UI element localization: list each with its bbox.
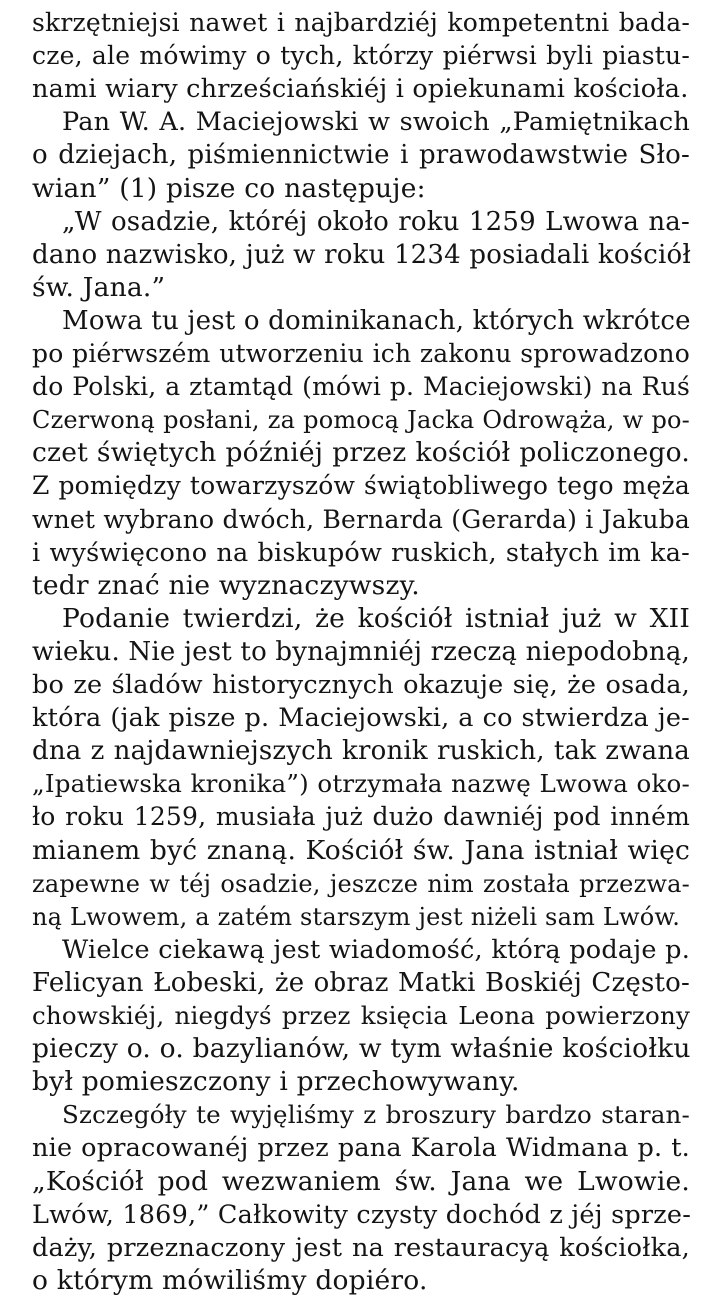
text-line: do Polski, a ztamtąd (mówi p. Maciejowski) na Ruś <box>32 372 690 402</box>
text-line: Mowa tu jest o dominikanach, których wkrótce <box>62 305 691 336</box>
text-line: wnet wybrano dwóch, Bernarda (Gerarda) i Jakuba <box>32 504 690 534</box>
text-line: po piérwszém utworzeniu ich zakonu sprowadzono <box>32 339 690 368</box>
text-line: „Ipatiewska kronika”) otrzymała nazwę Lwowa oko- <box>32 769 690 799</box>
text-line: Lwów, 1869,” Całkowity czysty dochód z jéj sprze- <box>32 1199 692 1230</box>
text-line: tedr znać nie wyznaczywszy. <box>32 569 420 601</box>
text-line: zapewne w téj osadzie, jeszcze nim została przezwa- <box>32 869 690 898</box>
text-line: Podanie twierdzi, że kościół istniał już w XII <box>62 602 690 634</box>
text-line: cze, ale mówimy o tych, którzy piérwsi byli piastu- <box>32 41 690 71</box>
text-line: bo ze śladów historycznych okazuje się, że osada, <box>32 670 690 700</box>
text-line: wian” (1) pisze co następuje: <box>32 172 426 204</box>
text-line: św. Jana.” <box>32 271 166 303</box>
text-line: „Kościół pod wezwaniem św. Jana we Lwowie. <box>32 1165 690 1197</box>
text-line: mianem być znaną. Kościół św. Jana istniał więc <box>32 834 690 866</box>
text-line: dna z najdawniejszych kronik ruskich, tak zwana <box>32 736 690 767</box>
text-line: o którym mówiliśmy dopiéro. <box>32 1264 428 1296</box>
text-line: dano nazwisko, już w roku 1234 posiadali kościół <box>32 239 691 270</box>
text-line: pieczy o. o. bazylianów, w tym właśnie kościołku <box>32 1033 691 1065</box>
text-line: Felicyan Łobeski, że obraz Matki Boskiéj Często- <box>32 967 690 998</box>
text-line: wieku. Nie jest to bynajmniéj rzeczą niepodobną, <box>32 636 690 667</box>
text-line: Pan W. A. Maciejowski w swoich „Pamiętnikach <box>62 107 690 138</box>
text-line: chowskiéj, niegdyś przez księcia Leona powierzony <box>32 1001 690 1030</box>
text-line: ło roku 1259, musiała już dużo dawniéj pod inném <box>32 802 690 832</box>
text-line: Czerwoną posłani, za pomocą Jacka Odrowąża, w po- <box>32 406 690 435</box>
text-line: daży, przeznaczony jest na restauracyą kościołka, <box>32 1232 690 1263</box>
text-line: czet świętych późniéj przez kościół policzonego. <box>32 437 690 469</box>
text-line: był pomieszczony i przechowywany. <box>32 1066 520 1098</box>
text-line: Z pomiędzy towarzyszów świątobliwego tego męża <box>32 471 690 501</box>
text-line: ną Lwowem, a zatém starszym jest niżeli sam Lwów. <box>32 902 681 931</box>
text-line: skrzętniejsi nawet i najbardziéj kompetentni bada- <box>32 8 690 37</box>
text-line: Szczegóły te wyjęliśmy z broszury bardzo staran- <box>62 1100 690 1130</box>
text-line: nami wiary chrześciańskiéj i opiekunami kościoła. <box>32 74 689 105</box>
text-line: która (jak pisze p. Maciejowski, a co stwierdza je- <box>32 703 690 734</box>
text-line: nie opracowanéj przez pana Karola Widmana p. t. <box>32 1133 690 1164</box>
text-line: Wielce ciekawą jest wiadomość, którą podaje p. <box>62 934 690 965</box>
text-line: „W osadzie, któréj około roku 1259 Lwowa na- <box>62 206 690 237</box>
text-line: o dziejach, piśmiennictwie i prawodawstwie Sło- <box>32 140 690 171</box>
text-line: i wyświęcono na biskupów ruskich, stałych im ka- <box>32 537 690 568</box>
